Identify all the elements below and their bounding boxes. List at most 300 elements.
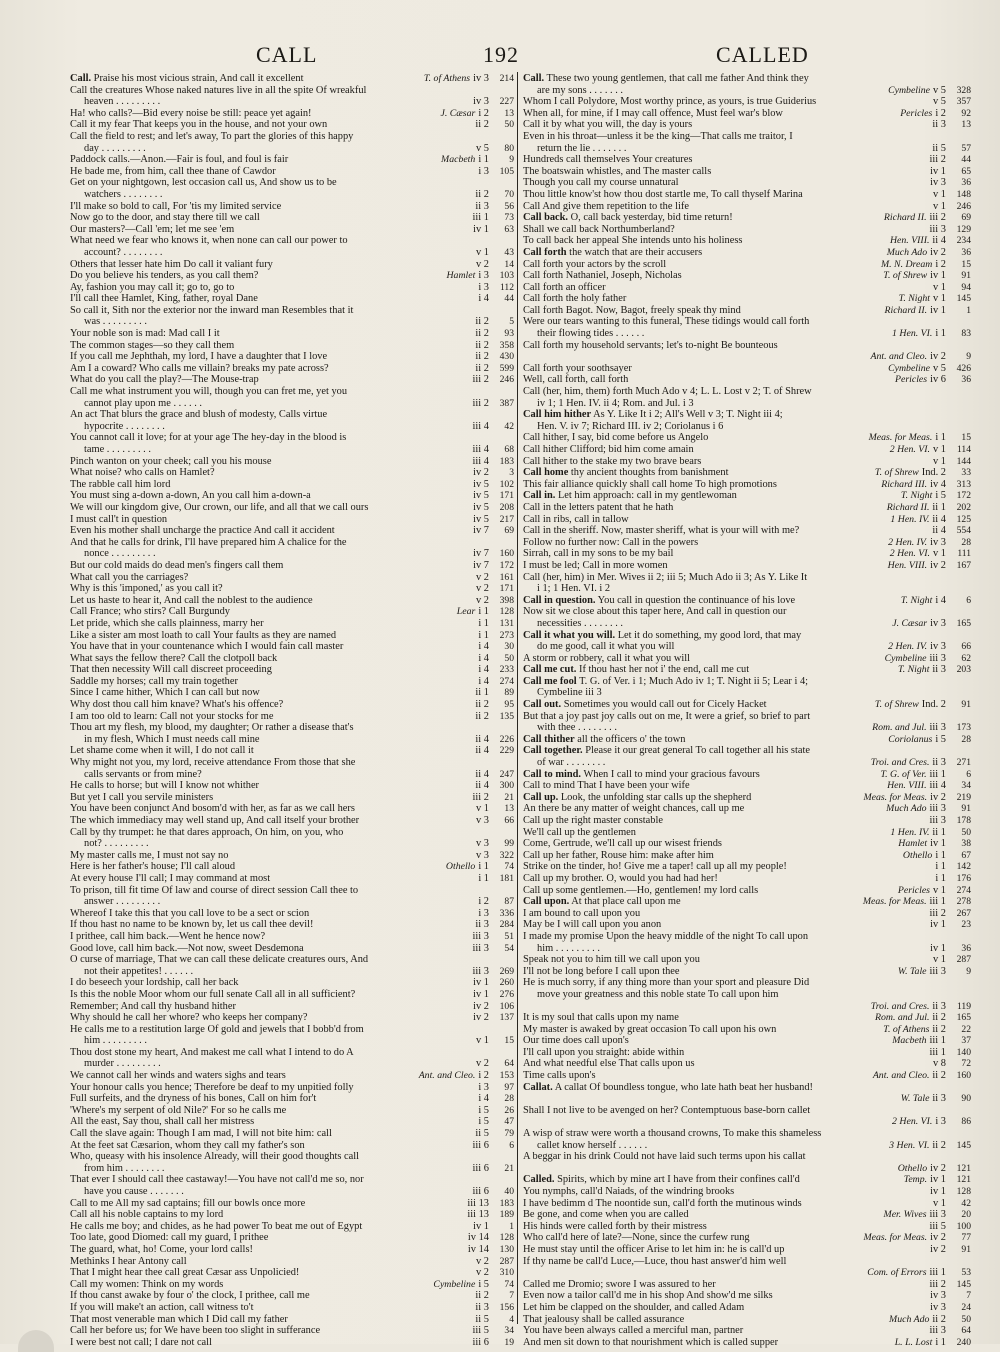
concordance-line (70, 1337, 514, 1349)
quotation-text (84, 1058, 161, 1070)
concordance-line (70, 340, 514, 352)
quotation-body: return the lie . . . . . . . (537, 142, 627, 154)
quotation-body: with thee . . . . . . . . (537, 722, 617, 734)
quotation-text (84, 769, 202, 781)
line-number: 145 (956, 1139, 971, 1151)
act-scene: ii 2 (475, 316, 489, 328)
act-scene: iii 2 (472, 791, 489, 803)
quotation-text (523, 293, 626, 305)
quotation-text (70, 131, 353, 143)
line-number: 130 (499, 1243, 514, 1255)
concordance-line (523, 1012, 971, 1024)
concordance-line (70, 838, 514, 850)
concordance-line (523, 873, 971, 885)
concordance-line (523, 177, 971, 189)
quotation-body: Good love, call him back.—Not now, sweet Desdemona (70, 942, 304, 954)
quotation-body: Be gone, and come when you are called (523, 1209, 689, 1221)
quotation-body: I must be led; Call in more women (523, 559, 668, 571)
quotation-body: O, call back yesterday, bid time return! (568, 212, 733, 224)
line-number: 100 (956, 1220, 971, 1232)
quotation-body: Am I a coward? Who calls me villain? breaks my pate across? (70, 362, 329, 374)
concordance-line (523, 201, 971, 213)
quotation-text (523, 803, 744, 815)
concordance-line (70, 374, 514, 386)
quotation-body: But yet I call you servile ministers (70, 791, 214, 803)
play-reference: T. of Athens (883, 1023, 930, 1035)
line-number: 142 (956, 861, 971, 873)
line-number: 219 (956, 791, 971, 803)
concordance-line (70, 1232, 514, 1244)
play-reference: T. Night (898, 293, 930, 305)
quotation-body: That jealousy shall be called assurance (523, 1313, 685, 1325)
line-number: 37 (961, 1035, 971, 1047)
concordance-line (523, 885, 971, 897)
concordance-line (523, 143, 971, 155)
concordance-line (70, 305, 514, 317)
quotation-text (523, 595, 795, 607)
concordance-line (523, 259, 971, 271)
line-number: 103 (499, 270, 514, 282)
quotation-body: May be I will call upon you anon (523, 919, 662, 931)
act-scene: iv 7 (473, 559, 489, 571)
headword: Call. (70, 73, 92, 84)
quotation-text (523, 838, 722, 850)
quotation-body: You have that in your countenance which I would fain call master (70, 641, 344, 653)
quotation-body: Like a sister am most loath to call Your faults as they are named (70, 629, 337, 641)
quotation-body: 'Where's my serpent of old Nile?' For so he calls me (70, 1104, 287, 1116)
quotation-text (523, 363, 632, 375)
quotation-body: You nymphs, call'd Naiads, of the windring brooks (523, 1186, 735, 1197)
quotation-text (70, 954, 368, 966)
quotation-body: Our masters?—Call 'em; let me see 'em (70, 223, 235, 235)
quotation-body: He bade me, from him, call thee thane of Cawdor (70, 165, 276, 177)
line-number: 300 (499, 780, 514, 792)
act-scene: ii 3 (932, 119, 946, 131)
play-reference: Coriolanus (888, 733, 933, 745)
concordance-line (523, 687, 971, 699)
line-number: 24 (961, 1301, 971, 1313)
act-scene: iv 5 (473, 513, 489, 525)
quotation-text (70, 711, 273, 723)
quotation-body: When I call to mind your gracious favours (581, 768, 760, 780)
quotation-body: You call in question the continuance of his love (595, 594, 796, 606)
concordance-line (523, 977, 971, 989)
quotation-body: heaven . . . . . . . . . (84, 96, 161, 108)
quotation-text (70, 757, 355, 769)
quotation-text (523, 1024, 776, 1036)
quotation-body: You cannot call it love; for at your age The hey-day in the blood is (70, 432, 347, 444)
act-scene: iv 2 (930, 791, 946, 803)
play-reference: W. Tale (897, 965, 927, 977)
quotation-text (84, 143, 146, 155)
quotation-text (523, 896, 681, 908)
line-number: 53 (961, 1267, 971, 1279)
concordance-line (70, 201, 514, 213)
act-scene: iii 3 (929, 815, 946, 826)
line-number: 50 (961, 826, 971, 838)
line-number: 246 (499, 374, 514, 386)
quotation-text (523, 699, 767, 711)
line-number: 172 (956, 490, 971, 502)
act-scene: iii 3 (929, 223, 946, 235)
act-scene: iv 1 (473, 988, 489, 1000)
line-number: 145 (956, 293, 971, 305)
concordance-line (70, 1082, 514, 1094)
line-number: 91 (961, 803, 971, 815)
line-number: 13 (504, 803, 514, 815)
concordance-line (523, 792, 971, 804)
quotation-body: You must sing a-down a-down, An you call him a-down-a (70, 490, 311, 502)
quotation-body: You have been conjunct And bosom'd with her, as far as we call hers (70, 803, 355, 815)
quotation-body: do me good, call it what you will (537, 641, 675, 653)
quotation-body: Let us haste to hear it, And call the noblest to the audience (70, 594, 313, 606)
quotation-body: A storm or robbery, call it what you will (523, 652, 690, 664)
quotation-body: Call (her, him) in Mer. Wives ii 2; iii 5; Much Ado ii 3; As Y. Like It (523, 571, 808, 583)
act-scene: ii 2 (932, 1313, 946, 1325)
concordance-line (70, 224, 514, 236)
quotation-body: calls servants or from mine? (84, 768, 202, 780)
concordance-line (70, 525, 514, 537)
quotation-body: And men sit down to that nourishment which is called supper (523, 1336, 779, 1348)
quotation-text (70, 1047, 354, 1059)
quotation-text (70, 351, 327, 363)
quotation-body: Follow no further now: Call in the powers (523, 536, 699, 548)
line-number: 28 (504, 1093, 514, 1105)
act-scene: iv 3 (473, 96, 489, 108)
line-number: 111 (957, 548, 971, 560)
line-number: 357 (956, 96, 971, 108)
quotation-body: And that he calls for drink, I'll have prepared him A chalice for the (70, 536, 347, 548)
quotation-text (523, 374, 628, 386)
quotation-text (523, 1128, 821, 1140)
concordance-line (70, 873, 514, 885)
act-scene: i 5 (478, 1278, 489, 1290)
quotation-body: day . . . . . . . . . (84, 142, 146, 154)
page-corner-mark (18, 1330, 54, 1352)
concordance-line (70, 1140, 514, 1152)
line-number: 77 (961, 1232, 971, 1244)
concordance-line (523, 537, 971, 549)
act-scene: v 2 (476, 583, 489, 595)
line-number: 91 (961, 1243, 971, 1255)
quotation-text (70, 177, 337, 189)
act-scene: iv 1 (930, 1186, 946, 1197)
concordance-line (70, 108, 514, 120)
headword: Call me fool (523, 675, 577, 687)
act-scene: iv 14 (467, 1243, 489, 1255)
play-reference: T. of Athens (423, 73, 471, 84)
concordance-line (70, 896, 514, 908)
concordance-line (70, 815, 514, 827)
quotation-text (523, 1232, 750, 1244)
quotation-text (70, 73, 303, 85)
act-scene: i 1 (478, 606, 489, 618)
concordance-line (70, 177, 514, 189)
concordance-line (523, 548, 971, 560)
act-scene: v 1 (933, 188, 946, 200)
quotation-body: from him . . . . . . . . (84, 1162, 165, 1174)
concordance-line (523, 1221, 971, 1233)
concordance-line (523, 374, 971, 386)
concordance-line (70, 1209, 514, 1221)
quotation-text (523, 548, 673, 560)
line-number: 140 (956, 1046, 971, 1058)
concordance-line (523, 421, 971, 433)
quotation-text (84, 1163, 165, 1175)
act-scene: i 5 (478, 1116, 489, 1128)
concordance-line (523, 131, 971, 143)
quotation-body: Well, call forth, call forth (523, 374, 629, 386)
quotation-text (523, 1209, 689, 1221)
concordance-line (523, 931, 971, 943)
quotation-text (537, 687, 602, 699)
quotation-text (70, 282, 234, 294)
play-reference: Pericles (897, 884, 930, 896)
quotation-text (70, 479, 170, 491)
act-scene: i 1 (478, 872, 489, 884)
quotation-body: That then necessity Will call discreet proceeding (70, 664, 272, 676)
quotation-body: A callat Of boundless tongue, who late hath beat her husband! (552, 1081, 814, 1093)
quotation-text (523, 259, 666, 271)
concordance-line (70, 479, 514, 491)
quotation-text (70, 432, 346, 444)
play-reference: Ant. and Cleo. (418, 1070, 476, 1082)
play-reference: 2 Hen. VI. (892, 1116, 933, 1128)
quotation-text (537, 583, 610, 595)
quotation-text (84, 734, 260, 746)
concordance-line (70, 421, 514, 433)
quotation-text (70, 572, 188, 584)
concordance-line (70, 1244, 514, 1256)
line-number: 165 (956, 1012, 971, 1024)
act-scene: ii 2 (475, 710, 489, 722)
concordance-line (70, 328, 514, 340)
line-number: 15 (504, 1035, 514, 1047)
act-scene: ii 5 (475, 1313, 489, 1325)
quotation-text (523, 850, 714, 862)
quotation-text (70, 1116, 254, 1128)
quotation-text (70, 305, 353, 317)
act-scene: iv 3 (930, 1290, 946, 1302)
quotation-body: Even in his throat—unless it be the king—That calls me traitor, I (523, 130, 793, 142)
concordance-line (523, 1290, 971, 1302)
concordance-line (523, 340, 971, 352)
act-scene: iv 2 (930, 351, 946, 363)
play-reference: Hen. VIII. (887, 780, 927, 792)
quotation-body: Call up my brother. O, would you had had her! (523, 872, 718, 884)
play-reference: T. of Shrew (874, 467, 919, 479)
concordance-line (523, 583, 971, 595)
quotation-body: An act That blurs the grace and blush of modesty, Calls virtue (70, 409, 328, 421)
quotation-text (70, 1267, 299, 1279)
line-number: 50 (961, 1313, 971, 1325)
play-reference: Macbeth (892, 1035, 927, 1047)
concordance-line (70, 676, 514, 688)
quotation-body: Thou little know'st how thou dost startle me, To call thyself Marina (523, 188, 803, 200)
quotation-text (70, 328, 220, 340)
quotation-text (537, 618, 623, 630)
line-number: 165 (956, 617, 971, 629)
line-number: 64 (504, 1058, 514, 1070)
act-scene: v 3 (476, 815, 489, 826)
concordance-line (70, 119, 514, 131)
act-scene: iv 2 (473, 1000, 489, 1012)
line-number: 33 (961, 467, 971, 479)
act-scene: iii 6 (472, 1336, 489, 1348)
act-scene: v 1 (476, 803, 489, 815)
line-number: 74 (504, 861, 514, 873)
act-scene: ii 2 (475, 119, 489, 131)
play-reference: T. of Shrew (874, 699, 919, 711)
quotation-text (537, 641, 674, 653)
concordance-line (523, 711, 971, 723)
quotation-body: callet know herself . . . . . . (537, 1139, 648, 1151)
act-scene: i 4 (478, 293, 489, 305)
quotation-text (70, 514, 167, 526)
act-scene: ii 3 (475, 919, 489, 931)
concordance-line (523, 1070, 971, 1082)
quotation-text (523, 73, 809, 85)
act-scene: i 1 (935, 872, 946, 884)
concordance-line (70, 143, 514, 155)
play-reference: 1 Hen. IV. (890, 513, 930, 525)
act-scene: v 1 (933, 455, 946, 467)
line-number: 69 (504, 525, 514, 537)
quotation-text (70, 1221, 362, 1233)
quotation-text (523, 815, 663, 827)
headword: Callat. (523, 1081, 553, 1093)
line-number: 189 (499, 1209, 514, 1221)
quotation-body: have you cause . . . . . . . (84, 1186, 184, 1197)
quotation-body: Now sit we close about this taper here, And call in question our (523, 606, 787, 618)
quotation-body: These two young gentlemen, that call me father And think they (544, 73, 809, 84)
concordance-line (523, 328, 971, 340)
play-reference: J. Cæsar (892, 617, 928, 629)
concordance-line (523, 96, 971, 108)
quotation-text (523, 189, 803, 201)
act-scene: i 4 (478, 1093, 489, 1105)
quotation-text (523, 1151, 806, 1163)
quotation-body: Now go to the door, and stay there till we call (70, 212, 260, 224)
quotation-text (523, 885, 758, 897)
concordance-line (523, 1151, 971, 1163)
quotation-body: What call you the carriages? (70, 571, 189, 583)
quotation-body: I have bedimm d The noontide sun, call'd forth the mutinous winds (523, 1197, 802, 1209)
quotation-text (523, 606, 786, 618)
act-scene: iii 13 (467, 1197, 489, 1209)
quotation-body: Since I came hither, Which I can call but now (70, 687, 260, 699)
headword: Call to mind. (523, 768, 582, 780)
concordance-line (523, 769, 971, 781)
act-scene: i 5 (935, 733, 946, 745)
concordance-line (70, 1024, 514, 1036)
quotation-text (523, 676, 808, 688)
act-scene: iii 3 (929, 965, 946, 977)
line-number: 336 (499, 907, 514, 919)
act-scene: v 8 (933, 1058, 946, 1070)
act-scene: iii 3 (929, 1325, 946, 1337)
right-column (523, 73, 971, 1348)
quotation-body: tame . . . . . . . . . (84, 444, 151, 455)
quotation-text (70, 641, 343, 653)
line-number: 79 (504, 1128, 514, 1140)
quotation-body: Look, the unfolding star calls up the shepherd (558, 791, 752, 803)
quotation-body: Called me Dromio; swore I was assured to her (523, 1278, 716, 1290)
play-reference: W. Tale (900, 1093, 930, 1105)
concordance-line (70, 293, 514, 305)
concordance-line (70, 212, 514, 224)
concordance-line (523, 954, 971, 966)
act-scene: iii 5 (472, 1325, 489, 1337)
quotation-body: So call it, Sith nor the exterior nor the inward man Resembles that it (70, 304, 354, 316)
concordance-line (523, 757, 971, 769)
quotation-text (70, 1244, 253, 1256)
quotation-body: all the officers o' the town (574, 733, 686, 745)
concordance-line (70, 827, 514, 839)
quotation-text (70, 1093, 316, 1105)
quotation-body: He calls me boy; and chides, as he had power To beat me out of Egypt (70, 1220, 363, 1232)
quotation-text (523, 502, 673, 514)
quotation-text (523, 1035, 629, 1047)
quotation-text (70, 1012, 307, 1024)
quotation-text (523, 1221, 707, 1233)
play-reference: Troi. and Cres. (870, 1000, 930, 1012)
quotation-text (70, 293, 258, 305)
concordance-line (70, 456, 514, 468)
quotation-body: Strike on the tinder, ho! Give me a taper! call up all my people! (523, 861, 787, 873)
quotation-body: It is my soul that calls upon my name (523, 1012, 679, 1024)
quotation-text (523, 1290, 773, 1302)
line-number: 6 (966, 594, 971, 606)
line-number: 171 (499, 490, 514, 502)
quotation-text (523, 572, 807, 584)
quotation-body: He is much sorry, if any thing more than your sport and pleasure Did (523, 977, 810, 989)
quotation-body: We'll call up the gentlemen (523, 826, 636, 838)
quotation-body: nonce . . . . . . . . . (84, 548, 156, 560)
quotation-body: An there be any matter of weight chances, call up me (523, 803, 745, 815)
quotation-text (523, 1325, 743, 1337)
quotation-text (523, 514, 629, 526)
concordance-line (70, 966, 514, 978)
headword: Call him hither (523, 409, 592, 421)
concordance-line (523, 1232, 971, 1244)
line-number: 287 (499, 1255, 514, 1267)
act-scene: v 1 (933, 1197, 946, 1209)
quotation-body: What need we fear who knows it, when none can call our power to (70, 235, 348, 247)
act-scene: iv 2 (930, 1243, 946, 1255)
quotation-text (523, 1047, 684, 1059)
play-reference: 1 Hen. VI. (892, 328, 933, 340)
quotation-text (523, 560, 668, 572)
quotation-body: Spirits, which by mine art I have from their confines call'd (554, 1174, 800, 1186)
line-number: 167 (956, 559, 971, 571)
quotation-body: was . . . . . . . . . (84, 316, 147, 328)
line-number: 50 (504, 119, 514, 131)
quotation-body: Call forth the holy father (523, 293, 627, 305)
concordance-line (70, 514, 514, 526)
quotation-text (70, 386, 347, 398)
quotation-body: The rabble call him lord (70, 478, 171, 490)
play-reference: Richard III. (881, 478, 928, 490)
act-scene: v 2 (476, 1058, 489, 1070)
concordance-line (70, 1163, 514, 1175)
quotation-text (84, 896, 160, 908)
quotation-body: A wisp of straw were worth a thousand crowns, To make this shameless (523, 1128, 822, 1140)
concordance-line (523, 409, 971, 421)
quotation-text (70, 85, 366, 97)
quotation-text (523, 432, 708, 444)
concordance-line (70, 467, 514, 479)
